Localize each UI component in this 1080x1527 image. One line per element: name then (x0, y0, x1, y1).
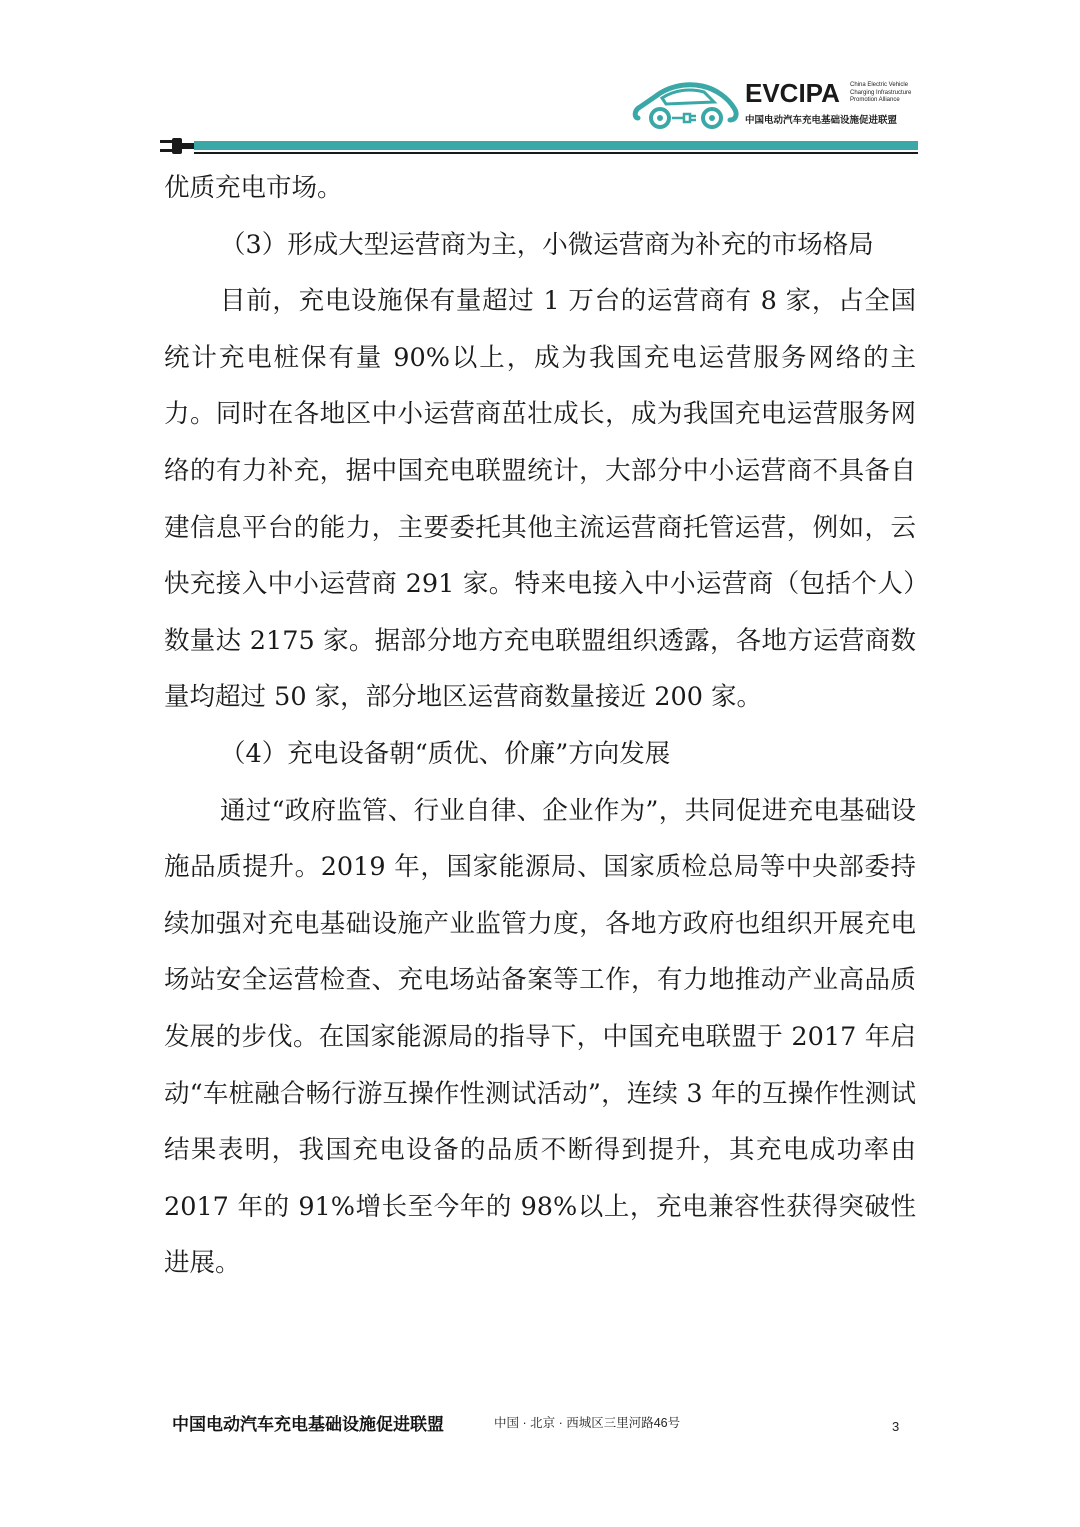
evcipa-logo (632, 74, 922, 132)
section-heading-4: （4）充电设备朝“质优、价廉”方向发展 (220, 738, 671, 769)
footer-address: 中国 · 北京 · 西城区三里河路46号 (494, 1416, 681, 1430)
paragraph-continuation: 优质充电市场。 (164, 173, 343, 203)
header-divider-plug (160, 138, 920, 158)
paragraph-quality: 通过“政府监管、行业自律、企业作为”，共同促进充电基础设施品质提升。2019 年，国家能源局、国家质检总局等中央部委持续加强对充电基础设施产业监管力度，各地方政府也组织开展充电场站安全运营检查、充电场站备案等工作，有力地推动产业高品质发展的步伐。在国家能源局的指导下，中国充电联盟于 2017 年启动“车桩融合畅行游互操作性测试活动”，连续 3 年的互操作性测试结果表明，我国充电设备的品质不断得到提升，其充电成功率由 2017 年的 91%增长至今年的 98%以上，充电兼容性获得突破性进展。 (164, 795, 916, 1279)
logo-english-name: China Electric Vehicle Charging Infrastructure Promotion Alliance (850, 82, 912, 103)
document-body (164, 160, 916, 1292)
logo-chinese-name: 中国电动汽车充电基础设施促进联盟 (745, 115, 898, 126)
logo-wordmark: EVCIPA (745, 78, 840, 108)
paragraph-operators: 目前，充电设施保有量超过 1 万台的运营商有 8 家，占全国统计充电桩保有量 90%以上，成为我国充电运营服务网络的主力。同时在各地区中小运营商茁壮成长，成为我国充电运营服务网络的有力补充，据中国充电联盟统计，大部分中小运营商不具备自建信息平台的能力，主要委托其他主流运营商托管运营，例如，云快充接入中小运营商 291 家。特来电接入中小运营商（包括个人）数量达 2175 家。据部分地方充电联盟组织透露，各地方运营商数量均超过 50 家，部分地区运营商数量接近 200 家。 (164, 286, 916, 713)
section-heading-3: （3）形成大型运营商为主，小微运营商为补充的市场格局 (220, 229, 874, 260)
footer-organization: 中国电动汽车充电基础设施促进联盟 (172, 1415, 444, 1434)
ev-car-icon (632, 74, 742, 132)
page-number: 3 (892, 1419, 900, 1434)
